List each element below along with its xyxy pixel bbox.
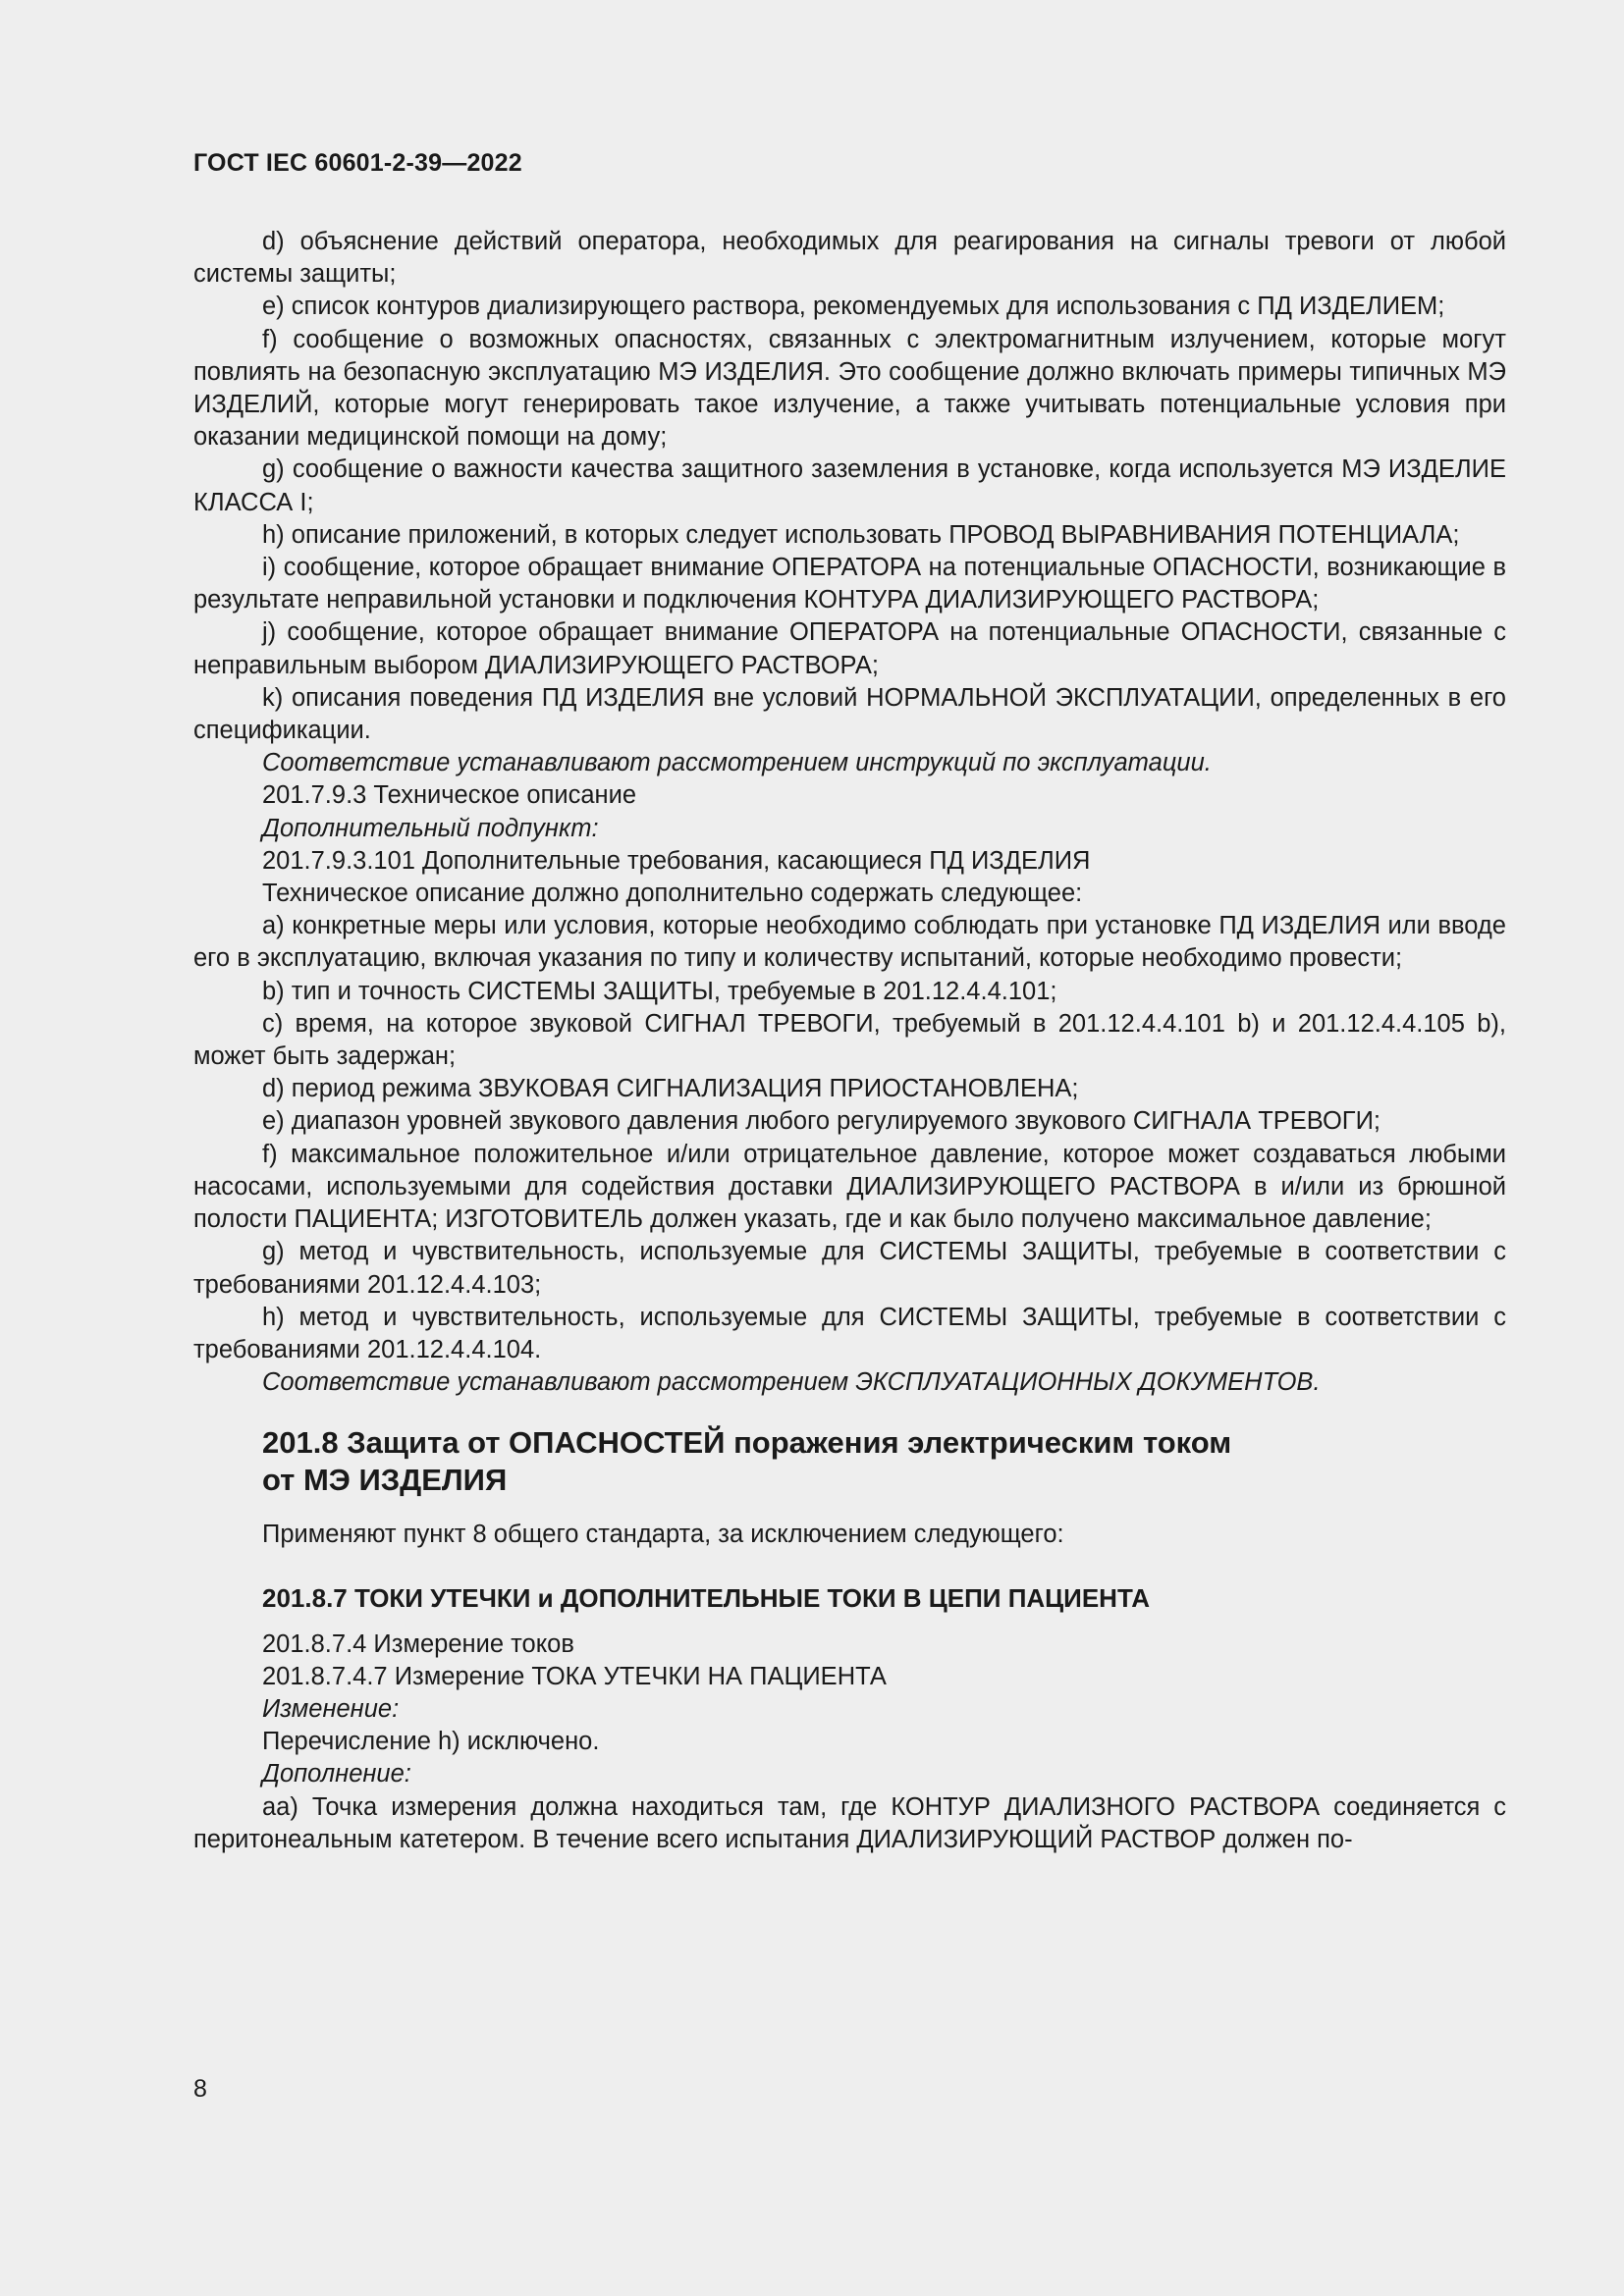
list-item-i: i) сообщение, которое обращает внимание ОПЕРАТОРА на потенциальные ОПАСНОСТИ, возникающие в результате неправильной установки и подключения КОНТУРА ДИАЛИЗИРУЮЩЕГО РАСТВОРА;: [193, 554, 1506, 614]
clause-201-8-7-4-7: 201.8.7.4.7 Измерение ТОКА УТЕЧКИ НА ПАЦИЕНТА: [262, 1662, 887, 1690]
tech-item-e: e) диапазон уровней звукового давления любого регулируемого звукового СИГНАЛА ТРЕВОГИ;: [262, 1107, 1381, 1136]
tech-item-d: d) период режима ЗВУКОВАЯ СИГНАЛИЗАЦИЯ ПРИОСТАНОВЛЕНА;: [262, 1075, 1079, 1103]
change-label: Изменение:: [262, 1694, 400, 1723]
clause-201-8-7-4: 201.8.7.4 Измерение токов: [262, 1629, 574, 1658]
tech-item-f: f) максимальное положительное и/или отрицательное давление, которое может создаваться любыми насосами, используемыми для содействия доставки ДИАЛИЗИРУЮЩЕГО РАСТВОРА в и/или из брюшной полости ПАЦИЕНТА; ИЗГОТОВИТЕЛЬ должен указать, где и как было получено максимальное давление;: [193, 1140, 1506, 1234]
list-item-e: e) список контуров диализирующего раствора, рекомендуемых для использования с ПД ИЗДЕЛИЕМ;: [262, 293, 1445, 321]
list-item-g: g) сообщение о важности качества защитного заземления в установке, когда используется МЭ ИЗДЕЛИЕ КЛАССА I;: [193, 455, 1506, 516]
tech-item-h: h) метод и чувствительность, используемые для СИСТЕМЫ ЗАЩИТЫ, требуемые в соответствии с требованиями 201.12.4.4.104.: [193, 1303, 1506, 1363]
addition-item-aa: aa) Точка измерения должна находиться там, где КОНТУР ДИАЛИЗНОГО РАСТВОРА соединяется с перитонеальным катетером. В течение всего испытания ДИАЛИЗИРУЮЩИЙ РАСТВОР должен по-: [193, 1792, 1506, 1853]
tech-item-a: a) конкретные меры или условия, которые необходимо соблюдать при установке ПД ИЗДЕЛИЯ или вводе его в эксплуатацию, включая указания по типу и количеству испытаний, которые необходимо провести;: [193, 912, 1506, 973]
clause-201-7-9-3-101: 201.7.9.3.101 Дополнительные требования, касающиеся ПД ИЗДЕЛИЯ: [262, 846, 1091, 875]
spacer: [193, 1615, 1506, 1629]
tech-desc-intro: Техническое описание должно дополнительно содержать следующее:: [262, 880, 1083, 908]
list-item-k: k) описания поведения ПД ИЗДЕЛИЯ вне условий НОРМАЛЬНОЙ ЭКСПЛУАТАЦИИ, определенных в его спецификации.: [193, 683, 1506, 745]
list-item-f: f) сообщение о возможных опасностях, связанных с электромагнитным излучением, которые могут повлиять на безопасную эксплуатацию МЭ ИЗДЕЛИЯ. Это сообщение должно включать примеры типичных МЭ ИЗДЕЛИЙ, которые могут генерировать такое излучение, а также учитывать потенциальные условия при оказании медицинской помощи на дому;: [193, 325, 1506, 452]
document-body: [193, 226, 1506, 1856]
section-intro: Применяют пункт 8 общего стандарта, за исключением следующего:: [262, 1521, 1064, 1549]
section-title-line-1: 201.8 Защита от ОПАСНОСТЕЙ поражения электрическим током: [262, 1425, 1232, 1461]
tech-item-b: b) тип и точность СИСТЕМЫ ЗАЩИТЫ, требуемые в 201.12.4.4.101;: [262, 977, 1057, 1005]
tech-item-g: g) метод и чувствительность, используемые для СИСТЕМЫ ЗАЩИТЫ, требуемые в соответствии с требованиями 201.12.4.4.103;: [193, 1238, 1506, 1299]
section-title-line-2: от МЭ ИЗДЕЛИЯ: [262, 1463, 508, 1498]
addition-label: Дополнение:: [262, 1760, 411, 1789]
list-item-d: d) объяснение действий оператора, необходимых для реагирования на сигналы тревоги от любой системы защиты;: [193, 228, 1506, 289]
clause-201-7-9-3: 201.7.9.3 Техническое описание: [262, 781, 637, 810]
compliance-instructions: Соответствие устанавливают рассмотрением инструкций по эксплуатации.: [262, 749, 1212, 777]
document-header: ГОСТ IEC 60601-2-39—2022: [193, 149, 522, 177]
page-number: 8: [193, 2075, 207, 2103]
list-item-j: j) сообщение, которое обращает внимание ОПЕРАТОРА на потенциальные ОПАСНОСТИ, связанные с неправильным выбором ДИАЛИЗИРУЮЩЕГО РАСТВОРА;: [193, 618, 1506, 679]
tech-item-c: c) время, на которое звуковой СИГНАЛ ТРЕВОГИ, требуемый в 201.12.4.4.101 b) и 201.12.4.4.105 b), может быть задержан;: [193, 1009, 1506, 1071]
change-text: Перечисление h) исключено.: [262, 1728, 600, 1756]
list-item-h: h) описание приложений, в которых следует использовать ПРОВОД ВЫРАВНИВАНИЯ ПОТЕНЦИАЛА;: [262, 520, 1460, 549]
subsection-title-201-8-7: 201.8.7 ТОКИ УТЕЧКИ и ДОПОЛНИТЕЛЬНЫЕ ТОКИ В ЦЕПИ ПАЦИЕНТА: [262, 1582, 1150, 1613]
additional-subclause-label: Дополнительный подпункт:: [262, 814, 599, 842]
compliance-docs: Соответствие устанавливают рассмотрением ЭКСПЛУАТАЦИОННЫХ ДОКУМЕНТОВ.: [262, 1368, 1321, 1397]
section-title-201-8: [262, 1424, 1506, 1499]
